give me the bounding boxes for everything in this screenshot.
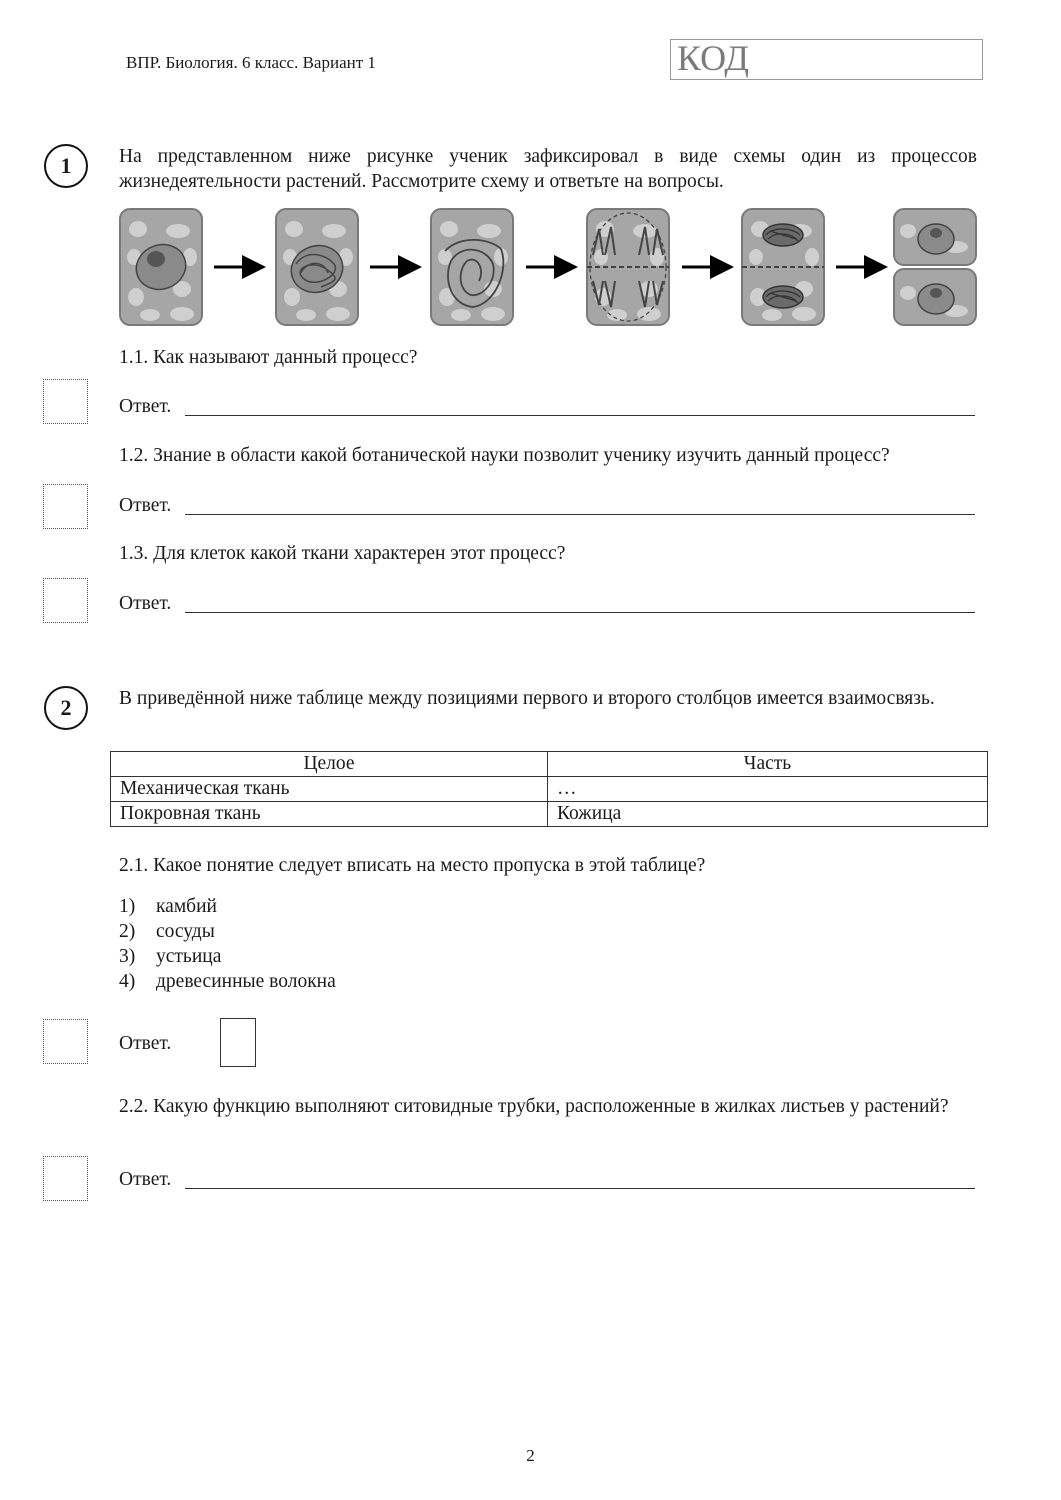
answer-input-1-1[interactable] bbox=[185, 414, 975, 416]
answer-input-2-2[interactable] bbox=[185, 1187, 975, 1189]
question-1-2: 1.2. Знание в области какой ботанической науки позволит ученику изучить данный процесс? bbox=[119, 445, 890, 466]
question-2-1: 2.1. Какое понятие следует вписать на место пропуска в этой таблице? bbox=[119, 855, 706, 876]
task1-intro: На представленном ниже рисунке ученик зафиксировал в виде схемы один из процессов жизнедеятельности растений. Рассмотрите схему и ответьте на вопросы. bbox=[119, 146, 977, 192]
answer-input-1-2[interactable] bbox=[185, 513, 975, 515]
task-number-badge: 1 bbox=[44, 144, 88, 188]
cell-interphase-icon bbox=[120, 209, 202, 325]
table-header-cell: Целое bbox=[111, 752, 548, 777]
score-box-1-1 bbox=[43, 379, 88, 424]
mitosis-diagram bbox=[118, 207, 980, 331]
option-item[interactable]: 1) камбий bbox=[119, 896, 217, 917]
score-box-1-3 bbox=[43, 578, 88, 623]
table-header-row bbox=[111, 752, 988, 777]
answer-label-2-2: Ответ. bbox=[119, 1169, 172, 1190]
table-row bbox=[111, 802, 988, 827]
document-header-title: ВПР. Биология. 6 класс. Вариант 1 bbox=[126, 53, 376, 72]
answer-cell-2-1[interactable] bbox=[220, 1018, 256, 1067]
score-box-1-2 bbox=[43, 484, 88, 529]
answer-label-1-2: Ответ. bbox=[119, 495, 172, 516]
table-cell: Механическая ткань bbox=[111, 777, 548, 802]
question-1-1: 1.1. Как называют данный процесс? bbox=[119, 347, 418, 368]
table-cell: Покровная ткань bbox=[111, 802, 548, 827]
question-2-2: 2.2. Какую функцию выполняют ситовидные трубки, расположенные в жилках листьев у растений? bbox=[119, 1096, 949, 1117]
table-row bbox=[111, 777, 988, 802]
page-number: 2 bbox=[526, 1446, 535, 1465]
table-cell: Кожица bbox=[548, 802, 988, 827]
option-item[interactable]: 3) устьица bbox=[119, 946, 222, 967]
cell-late-prophase-icon bbox=[431, 209, 513, 325]
question-1-3: 1.3. Для клеток какой ткани характерен этот процесс? bbox=[119, 543, 566, 564]
task-number-badge: 2 bbox=[44, 686, 88, 730]
answer-input-1-3[interactable] bbox=[185, 611, 975, 613]
code-label: КОД bbox=[677, 38, 749, 78]
code-field[interactable] bbox=[670, 39, 983, 80]
task2-intro: В приведённой ниже таблице между позициями первого и второго столбцов имеется взаимосвязь. bbox=[119, 688, 935, 709]
cell-anaphase-icon bbox=[587, 209, 669, 325]
table-header-cell: Часть bbox=[548, 752, 988, 777]
answer-label-1-1: Ответ. bbox=[119, 396, 172, 417]
cell-prophase-icon bbox=[276, 209, 358, 325]
answer-label-2-1: Ответ. bbox=[119, 1033, 172, 1054]
cell-telophase-icon bbox=[742, 209, 824, 325]
option-item[interactable]: 2) сосуды bbox=[119, 921, 215, 942]
score-box-2-2 bbox=[43, 1156, 88, 1201]
answer-label-1-3: Ответ. bbox=[119, 593, 172, 614]
table-cell: … bbox=[548, 777, 988, 802]
score-box-2-1 bbox=[43, 1019, 88, 1064]
relation-table bbox=[110, 751, 988, 827]
option-item[interactable]: 4) древесинные волокна bbox=[119, 971, 336, 992]
two-daughter-cells-icon bbox=[894, 209, 976, 325]
options-list bbox=[119, 894, 336, 994]
